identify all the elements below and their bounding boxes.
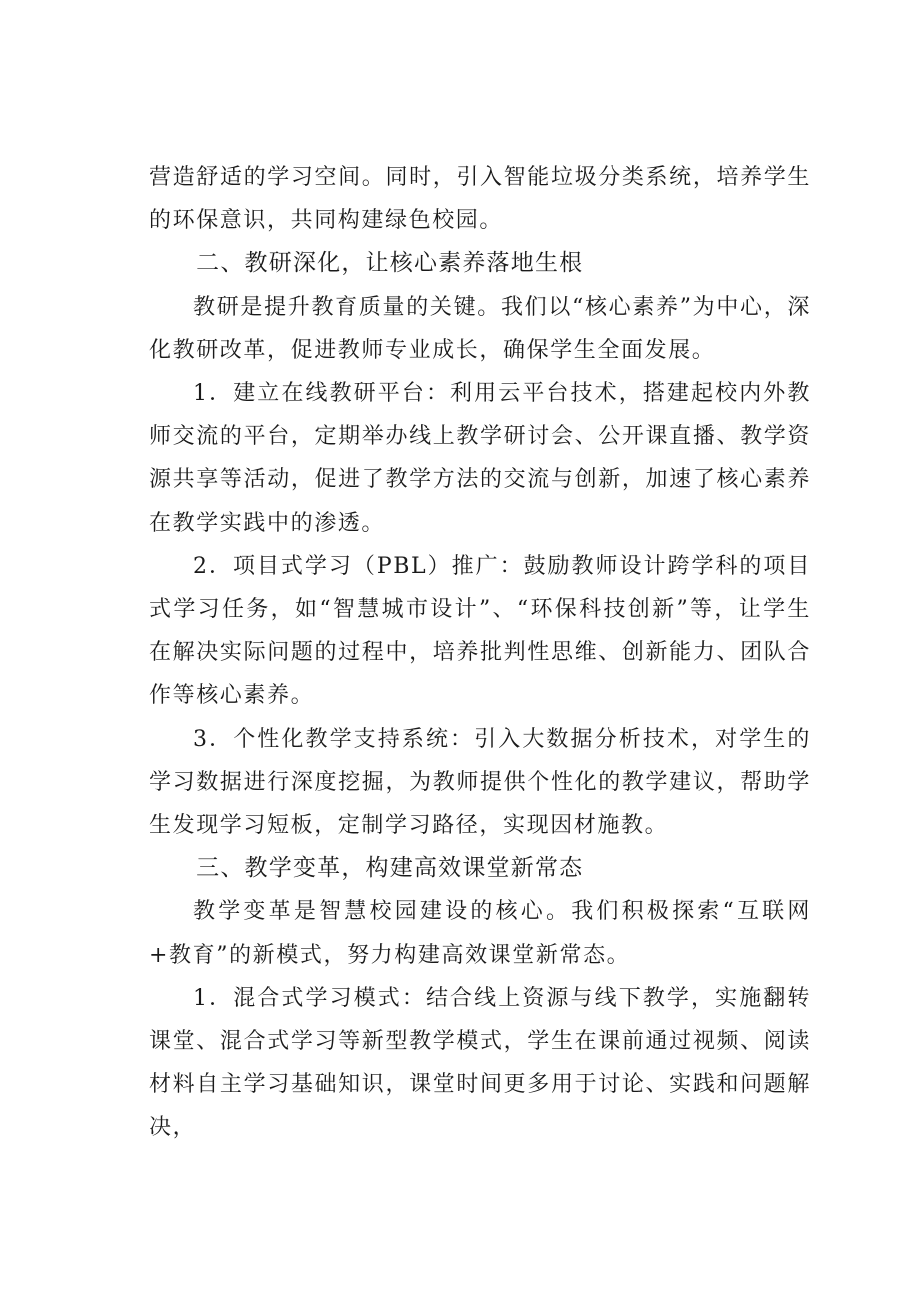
section-heading-three: 三、教学变革，构建高效课堂新常态	[196, 855, 584, 882]
paragraph-continuation: 营造舒适的学习空间。同时，引入智能垃圾分类系统，培养学生的环保意识，共同构建绿色校园。	[149, 165, 811, 234]
document-body	[149, 156, 811, 1150]
paragraph-research-intro: 教研是提升教育质量的关键。我们以“核心素养”为中心，深化教研改革，促进教师专业成长，确保学生全面发展。	[149, 294, 811, 363]
paragraph-pbl: 2．项目式学习（PBL）推广：鼓励教师设计跨学科的项目式学习任务，如“智慧城市设计”、“环保科技创新”等，让学生在解决实际问题的过程中，培养批判性思维、创新能力、团队合作等核心素养。	[149, 553, 811, 709]
section-heading-two: 二、教研深化，让核心素养落地生根	[196, 250, 584, 277]
paragraph-personalized-system: 3．个性化教学支持系统：引入大数据分析技术，对学生的学习数据进行深度挖掘，为教师提供个性化的教学建议，帮助学生发现学习短板，定制学习路径，实现因材施教。	[149, 726, 811, 839]
paragraph-teaching-reform: 教学变革是智慧校园建设的核心。我们积极探索“互联网+教育”的新模式，努力构建高效课堂新常态。	[149, 899, 811, 968]
paragraph-blended-learning: 1．混合式学习模式：结合线上资源与线下教学，实施翻转课堂、混合式学习等新型教学模式，学生在课前通过视频、阅读材料自主学习基础知识，课堂时间更多用于讨论、实践和问题解决，	[149, 985, 811, 1141]
paragraph-online-platform: 1．建立在线教研平台：利用云平台技术，搭建起校内外教师交流的平台，定期举办线上教学研讨会、公开课直播、教学资源共享等活动，促进了教学方法的交流与创新，加速了核心素养在教学实践中的渗透。	[149, 381, 811, 536]
